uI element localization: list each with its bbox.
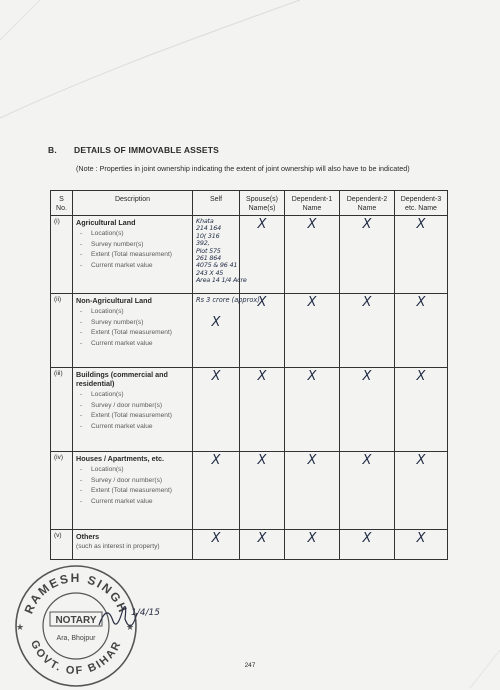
cell-self [193,452,240,530]
list-item: - Extent (Total measurement) [80,411,189,422]
table-row [51,530,448,560]
row-category: Buildings (commercial and residential) [76,370,168,388]
cross-mark: X [307,531,317,546]
cell-dependent-1 [285,368,340,452]
seal-middle-text: NOTARY [55,615,97,626]
cross-mark: X [307,217,317,232]
row-description [73,452,193,530]
cell-dependent-2 [340,368,395,452]
list-item: - Location(s) [80,307,189,318]
list-item: - Extent (Total measurement) [80,250,189,261]
row-sno: (i) [51,216,73,294]
cell-dependent-1 [285,216,340,294]
cross-mark: X [416,217,426,232]
list-item: - Location(s) [80,465,189,476]
list-item: - Survey / door number(s) [80,476,189,487]
table-row [51,216,448,294]
handwritten-value: Rs 3 crore (approx) [196,296,260,304]
signature-date: 1/4/15 [131,608,160,618]
row-items [76,465,189,507]
section-heading [48,145,219,155]
row-sno: (v) [51,530,73,560]
list-item: - Survey number(s) [80,240,189,251]
cross-mark: X [211,531,221,546]
row-description [73,216,193,294]
cross-mark: X [362,369,372,384]
row-items [76,229,189,271]
table-row [51,294,448,368]
seal-star-icon: ★ [126,622,135,632]
cell-self [193,216,247,294]
cell-spouse [240,294,285,368]
cross-mark: X [362,453,372,468]
cross-mark: X [362,295,372,310]
row-description [73,530,193,560]
immovable-assets-table [50,190,448,560]
list-item: - Survey / door number(s) [80,401,189,412]
cell-dependent-2 [340,294,395,368]
cell-spouse [240,530,285,560]
cell-dependent-3 [395,530,448,560]
row-description [73,294,193,368]
cross-mark: X [307,453,317,468]
cross-mark: X [416,453,426,468]
cross-mark: X [211,315,221,330]
notary-signature [95,595,165,640]
svg-text:GOVT. OF BIHAR [28,638,124,677]
row-sno: (iii) [51,368,73,452]
cross-mark: X [416,295,426,310]
cross-mark: X [362,217,372,232]
table-header-row [51,191,448,216]
header-dependent-1: Dependent-1 Name [285,191,340,216]
cell-dependent-1 [285,452,340,530]
cell-self [193,294,260,368]
header-self: Self [193,191,240,216]
cell-spouse [240,368,285,452]
list-item: - Current market value [80,497,189,508]
header-dependent-2: Dependent-2 Name [340,191,395,216]
row-description [73,368,193,452]
cell-dependent-3 [395,216,448,294]
cell-dependent-2 [340,452,395,530]
cell-dependent-3 [395,452,448,530]
list-item: - Current market value [80,261,189,272]
row-category-sub: (such as interest in property) [76,543,160,550]
list-item: - Location(s) [80,229,189,240]
cell-dependent-2 [340,216,395,294]
table-row [51,452,448,530]
cell-dependent-1 [285,530,340,560]
section-letter: B. [48,145,57,155]
row-sno: (iv) [51,452,73,530]
list-item: - Extent (Total measurement) [80,328,189,339]
cell-self [193,530,240,560]
cross-mark: X [257,453,267,468]
page-number: 247 [244,662,256,669]
cell-dependent-3 [395,294,448,368]
cross-mark: X [416,531,426,546]
row-category: Agricultural Land [76,218,136,227]
cross-mark: X [307,369,317,384]
cross-mark: X [257,217,267,232]
row-category: Others [76,532,100,541]
table-row [51,368,448,452]
seal-top-text: RAMESH SINGH [21,570,131,616]
cross-mark: X [211,453,221,468]
list-item: - Current market value [80,339,189,350]
seal-bottom-text: GOVT. OF BIHAR [27,638,125,678]
cell-dependent-3 [395,368,448,452]
header-dependent-3: Dependent-3 etc. Name [395,191,448,216]
section-title: DETAILS OF IMMOVABLE ASSETS [74,145,220,155]
header-spouse: Spouse(s) Name(s) [240,191,285,216]
list-item: - Location(s) [80,390,189,401]
row-items [76,307,189,349]
row-items [76,390,189,432]
cross-mark: X [362,531,372,546]
cross-mark: X [211,369,221,384]
handwritten-land-details: Khata 214 164 10( 316 392, Plot 575 261 864 4075 & 96 41 243 X 45 Area 14 1/4 Acre [196,217,247,285]
row-sno: (ii) [51,294,73,368]
cell-self [193,368,240,452]
cross-mark: X [416,369,426,384]
list-item: - Extent (Total measurement) [80,486,189,497]
cell-dependent-1 [285,294,340,368]
cell-dependent-2 [340,530,395,560]
seal-place-text: Ara, Bhojpur [56,635,96,642]
seal-star-icon: ★ [16,622,25,632]
row-category: Non-Agricultural Land [76,296,152,305]
header-description: Description [73,191,193,216]
cross-mark: X [257,369,267,384]
cell-spouse [240,452,285,530]
list-item: - Current market value [80,422,189,433]
header-sno: S No. [51,191,73,216]
cross-mark: X [257,295,267,310]
cross-mark: X [257,531,267,546]
cross-mark: X [307,295,317,310]
row-category: Houses / Apartments, etc. [76,454,165,463]
section-note: (Note : Properties in joint ownership indicating the extent of joint ownership will also have to be indicated) [76,164,410,173]
list-item: - Survey number(s) [80,318,189,329]
